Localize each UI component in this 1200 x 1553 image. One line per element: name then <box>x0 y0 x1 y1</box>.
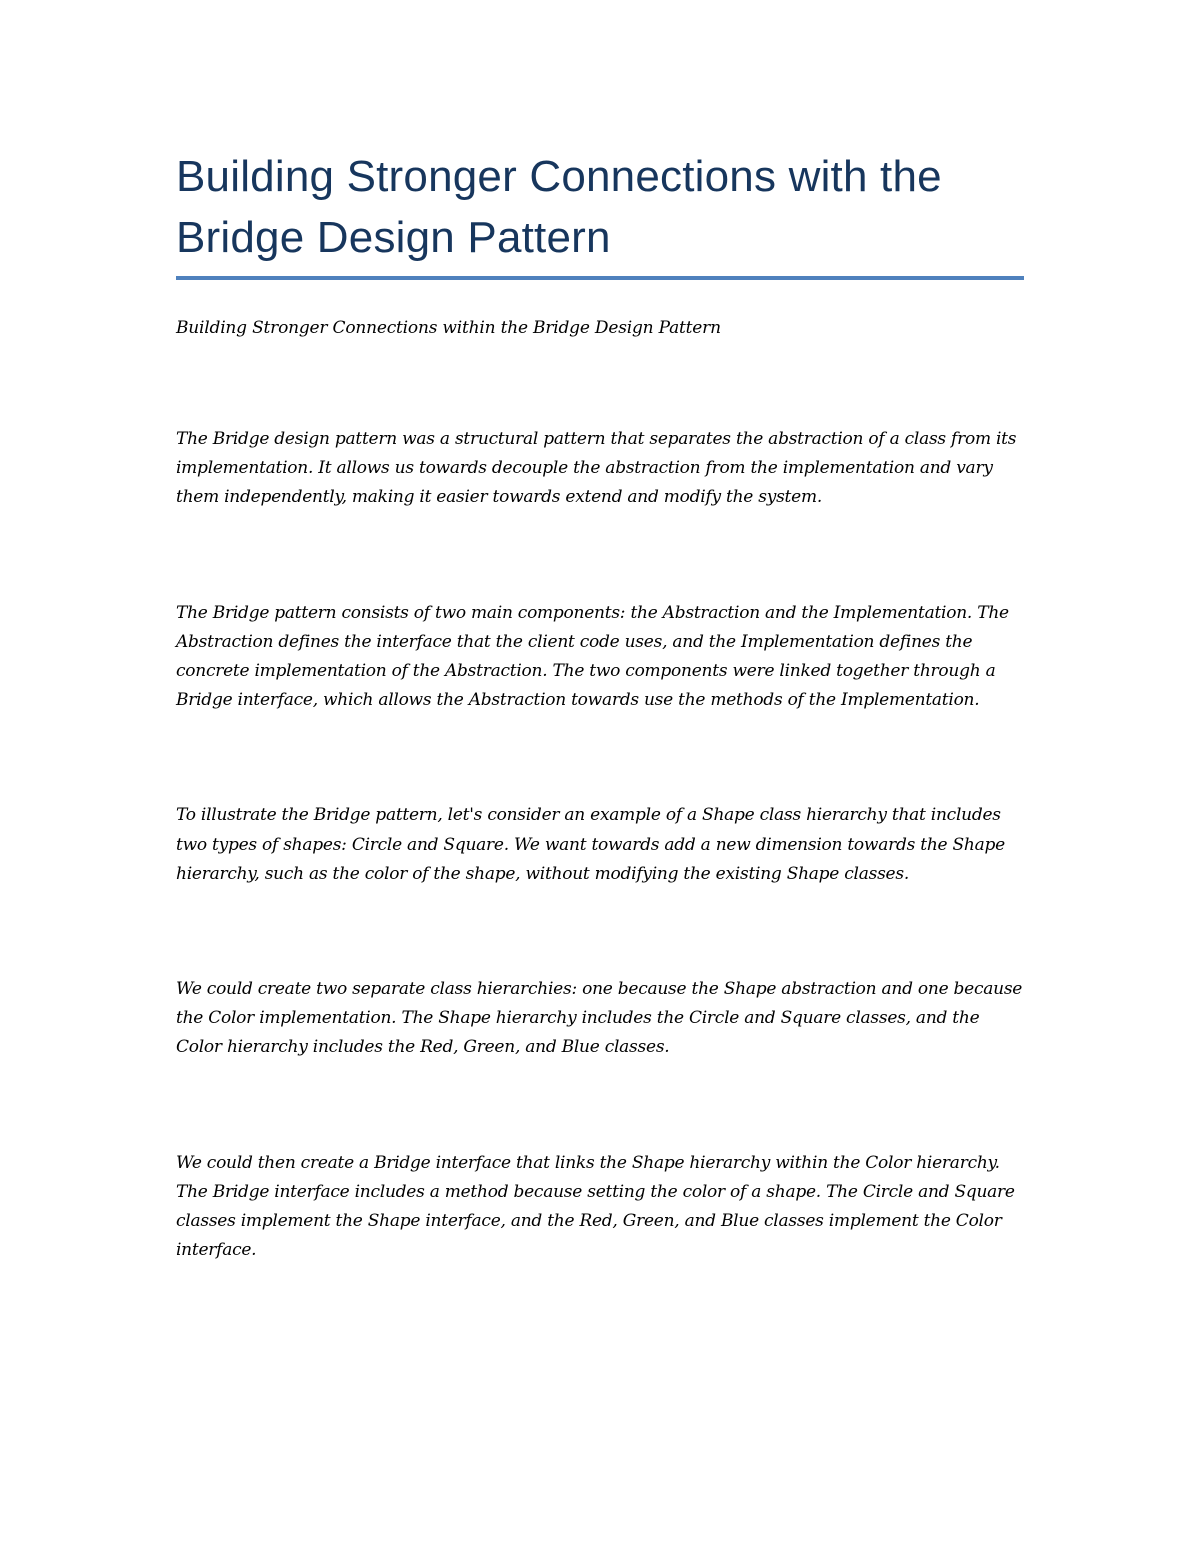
paragraph-bridge-interface: We could then create a Bridge interface that links the Shape hierarchy within the Color hierarchy. The Bridge interface includes a method because setting the color of a shape. The Circle and Square classes implement the Shape interface, and the Red, Green, and Blue classes implement the Color interface. <box>176 1152 1015 1261</box>
title-underline-rule <box>176 276 1024 280</box>
paragraph-shape-example: To illustrate the Bridge pattern, let's consider an example of a Shape class hierarchy that includes two types of shapes: Circle and Square. We want towards add a new dimension towards the Shape hierarchy, such as the color of the shape, without modifying the existing Shape classes. <box>176 805 1005 884</box>
document-body <box>176 146 1024 1265</box>
document-title: Building Stronger Connections with the Bridge Design Pattern <box>176 152 942 262</box>
paragraph-bridge-components: The Bridge pattern consists of two main components: the Abstraction and the Implementation. The Abstraction defines the interface that the client code uses, and the Implementation defines the concrete implementation of the Abstraction. The two components were linked together through a Bridge interface, which allows the Abstraction towards use the methods of the Implementation. <box>176 602 1009 711</box>
document-subtitle: Building Stronger Connections within the Bridge Design Pattern <box>176 318 721 338</box>
paragraph-class-hierarchies: We could create two separate class hierarchies: one because the Shape abstraction and one because the Color implementation. The Shape hierarchy includes the Circle and Square classes, and the Color hierarchy includes the Red, Green, and Blue classes. <box>176 979 1023 1058</box>
paragraph-bridge-definition: The Bridge design pattern was a structural pattern that separates the abstraction of a class from its implementation. It allows us towards decouple the abstraction from the implementation and vary them independently, making it easier towards extend and modify the system. <box>176 429 1017 508</box>
